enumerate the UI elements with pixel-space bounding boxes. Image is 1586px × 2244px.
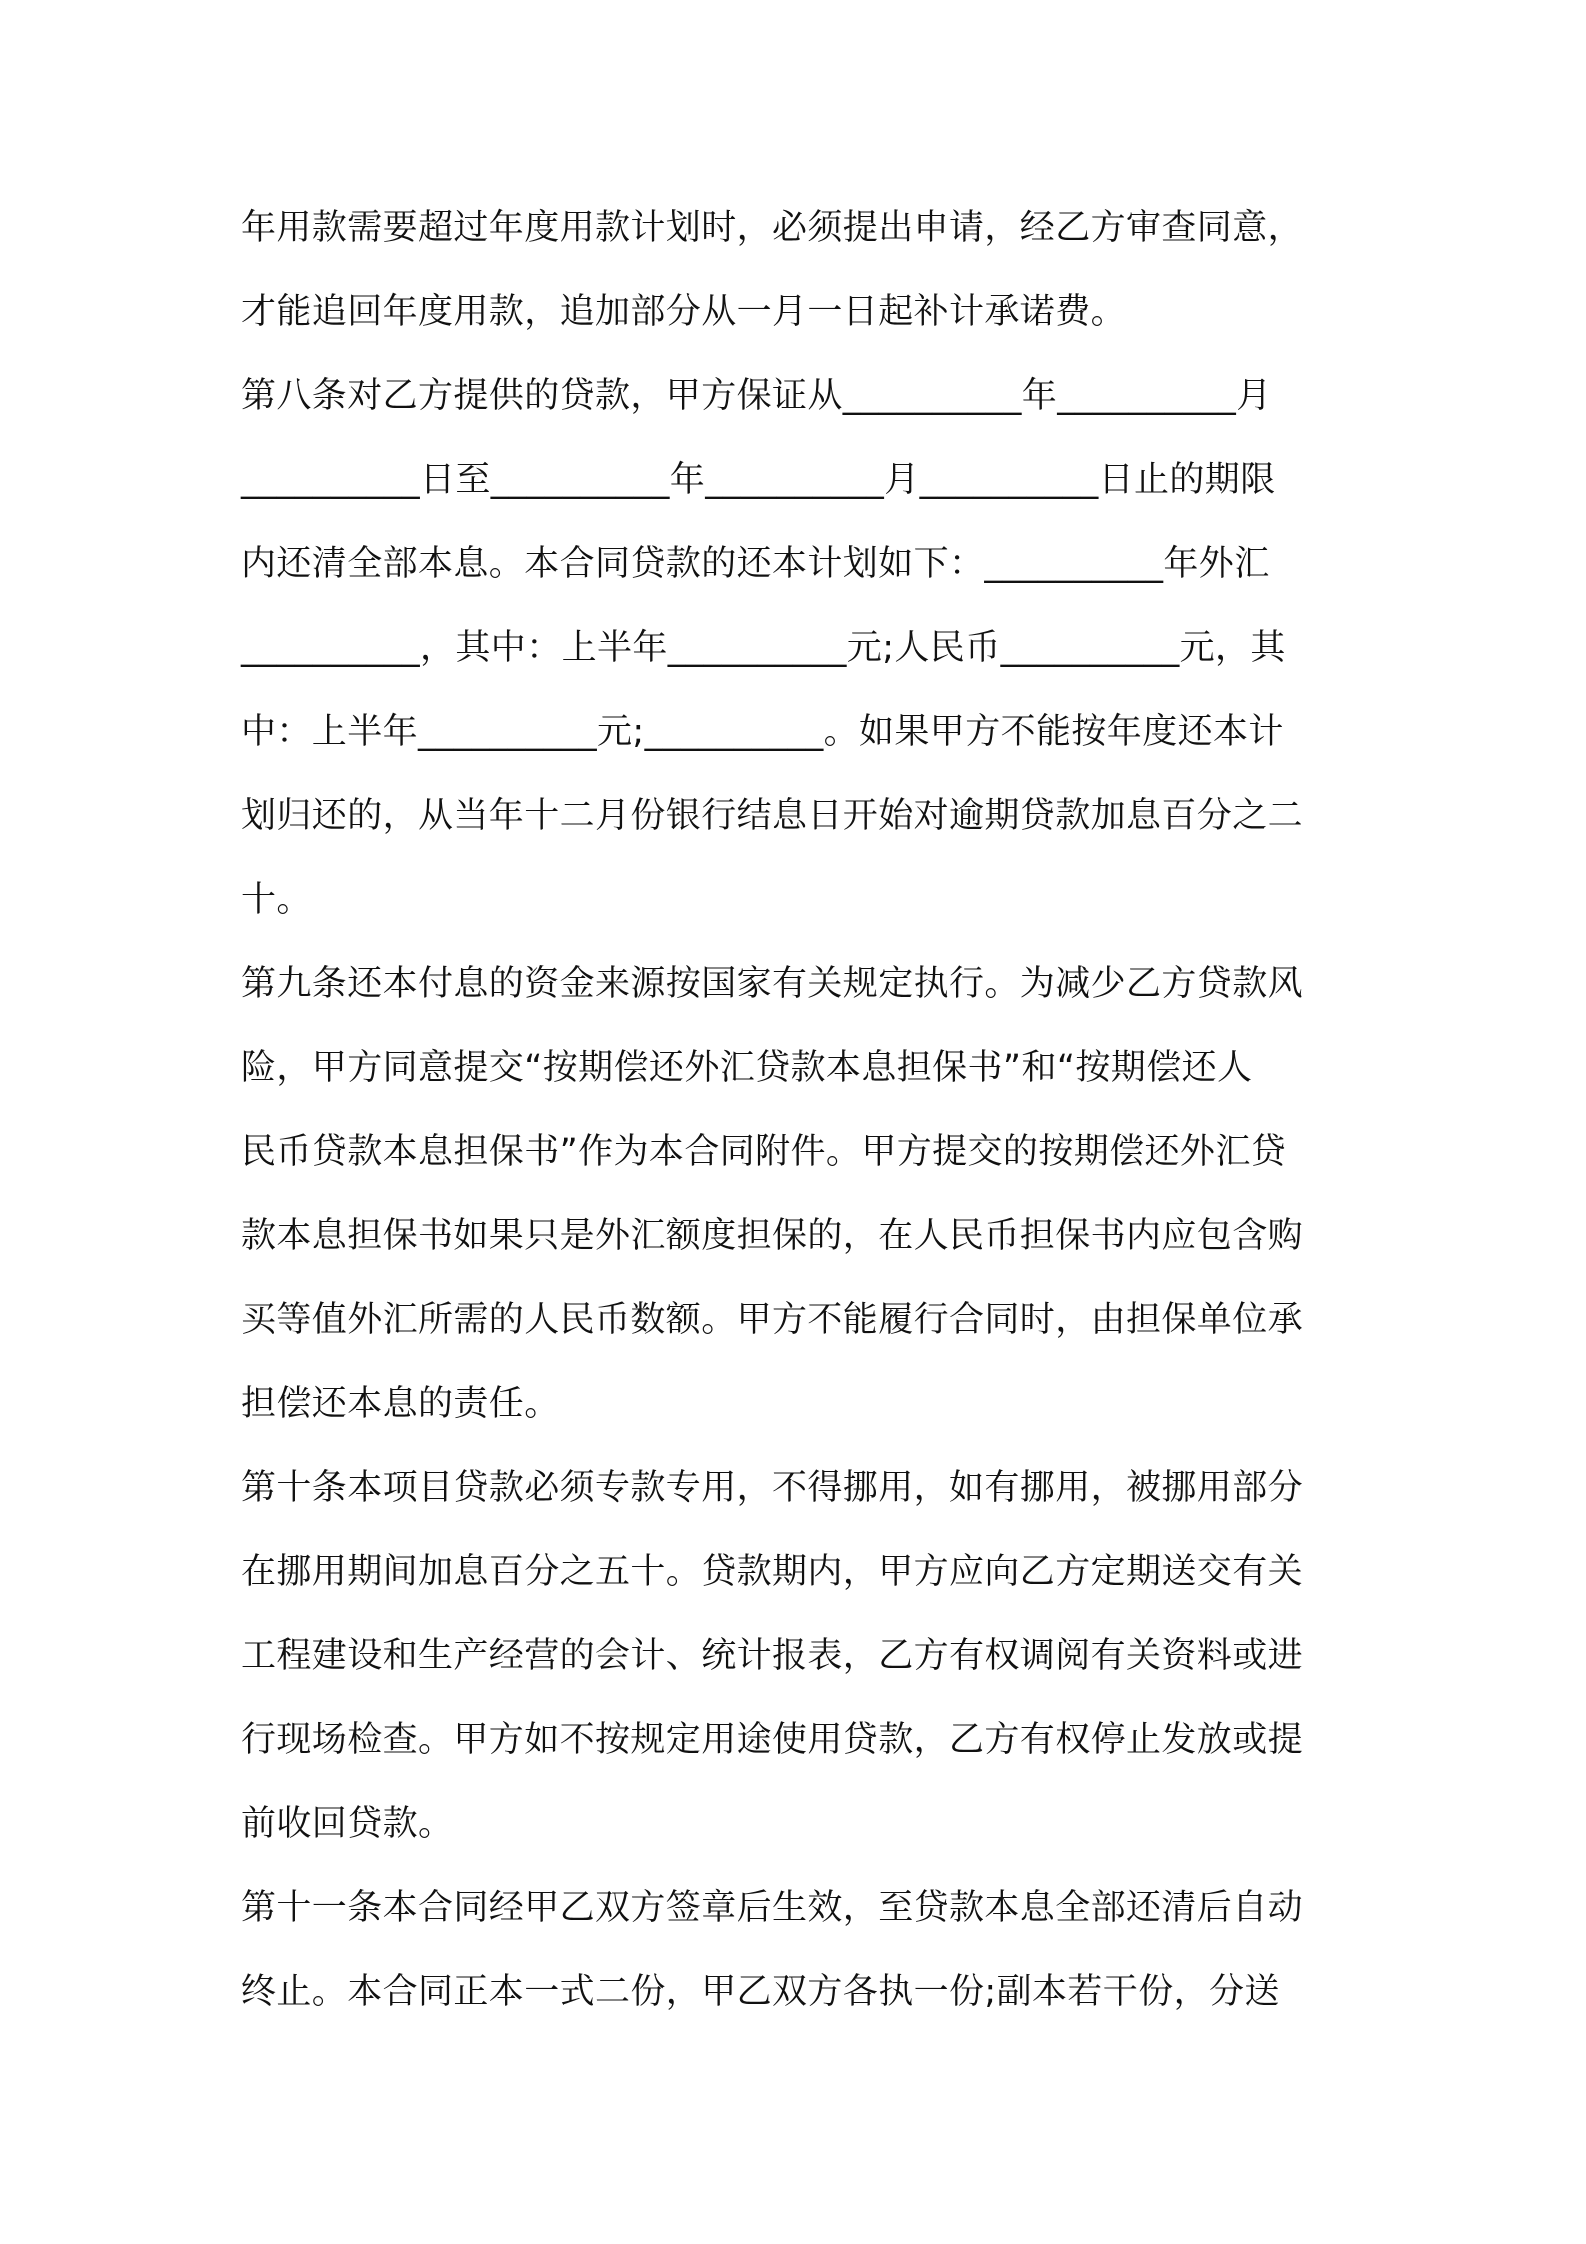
text-line: 第十条本项目贷款必须专款专用，不得挪用，如有挪用，被挪用部分 (241, 1468, 1304, 1508)
text-line: 中：上半年__________元;__________。如果甲方不能按年度还本计 (241, 712, 1284, 752)
text-line: __________，其中：上半年__________元;人民币__________元，其 (241, 628, 1286, 668)
text-line: 第十一条本合同经甲乙双方签章后生效，至贷款本息全部还清后自动 (241, 1888, 1304, 1928)
text-line: 在挪用期间加息百分之五十。贷款期内，甲方应向乙方定期送交有关 (241, 1552, 1304, 1592)
text-line: 民币贷款本息担保书”作为本合同附件。甲方提交的按期偿还外汇贷 (241, 1132, 1287, 1172)
text-line: 十。 (241, 880, 312, 920)
text-line: 险，甲方同意提交“按期偿还外汇贷款本息担保书”和“按期偿还人 (241, 1048, 1253, 1088)
text-line: 才能追回年度用款，追加部分从一月一日起补计承诺费。 (241, 292, 1127, 332)
text-line: 第八条对乙方提供的贷款，甲方保证从__________年__________月 (241, 376, 1272, 416)
text-line: 行现场检查。甲方如不按规定用途使用贷款，乙方有权停止发放或提 (241, 1720, 1304, 1760)
text-line: 款本息担保书如果只是外汇额度担保的，在人民币担保书内应包含购 (241, 1216, 1304, 1256)
text-line: 划归还的，从当年十二月份银行结息日开始对逾期贷款加息百分之二 (241, 796, 1304, 836)
text-line: 第九条还本付息的资金来源按国家有关规定执行。为减少乙方贷款风 (241, 964, 1304, 1004)
text-line: 买等值外汇所需的人民币数额。甲方不能履行合同时，由担保单位承 (241, 1300, 1304, 1340)
text-line: 年用款需要超过年度用款计划时，必须提出申请，经乙方审查同意， (241, 208, 1304, 248)
text-line: __________日至__________年__________月__________日止的期限 (241, 460, 1276, 500)
text-line: 前收回贷款。 (241, 1804, 454, 1844)
text-line: 终止。本合同正本一式二份，甲乙双方各执一份;副本若干份，分送 (241, 1972, 1280, 2012)
text-line: 工程建设和生产经营的会计、统计报表，乙方有权调阅有关资料或进 (241, 1636, 1304, 1676)
text-line: 担偿还本息的责任。 (241, 1384, 560, 1424)
text-line: 内还清全部本息。本合同贷款的还本计划如下：__________年外汇 (241, 544, 1270, 584)
